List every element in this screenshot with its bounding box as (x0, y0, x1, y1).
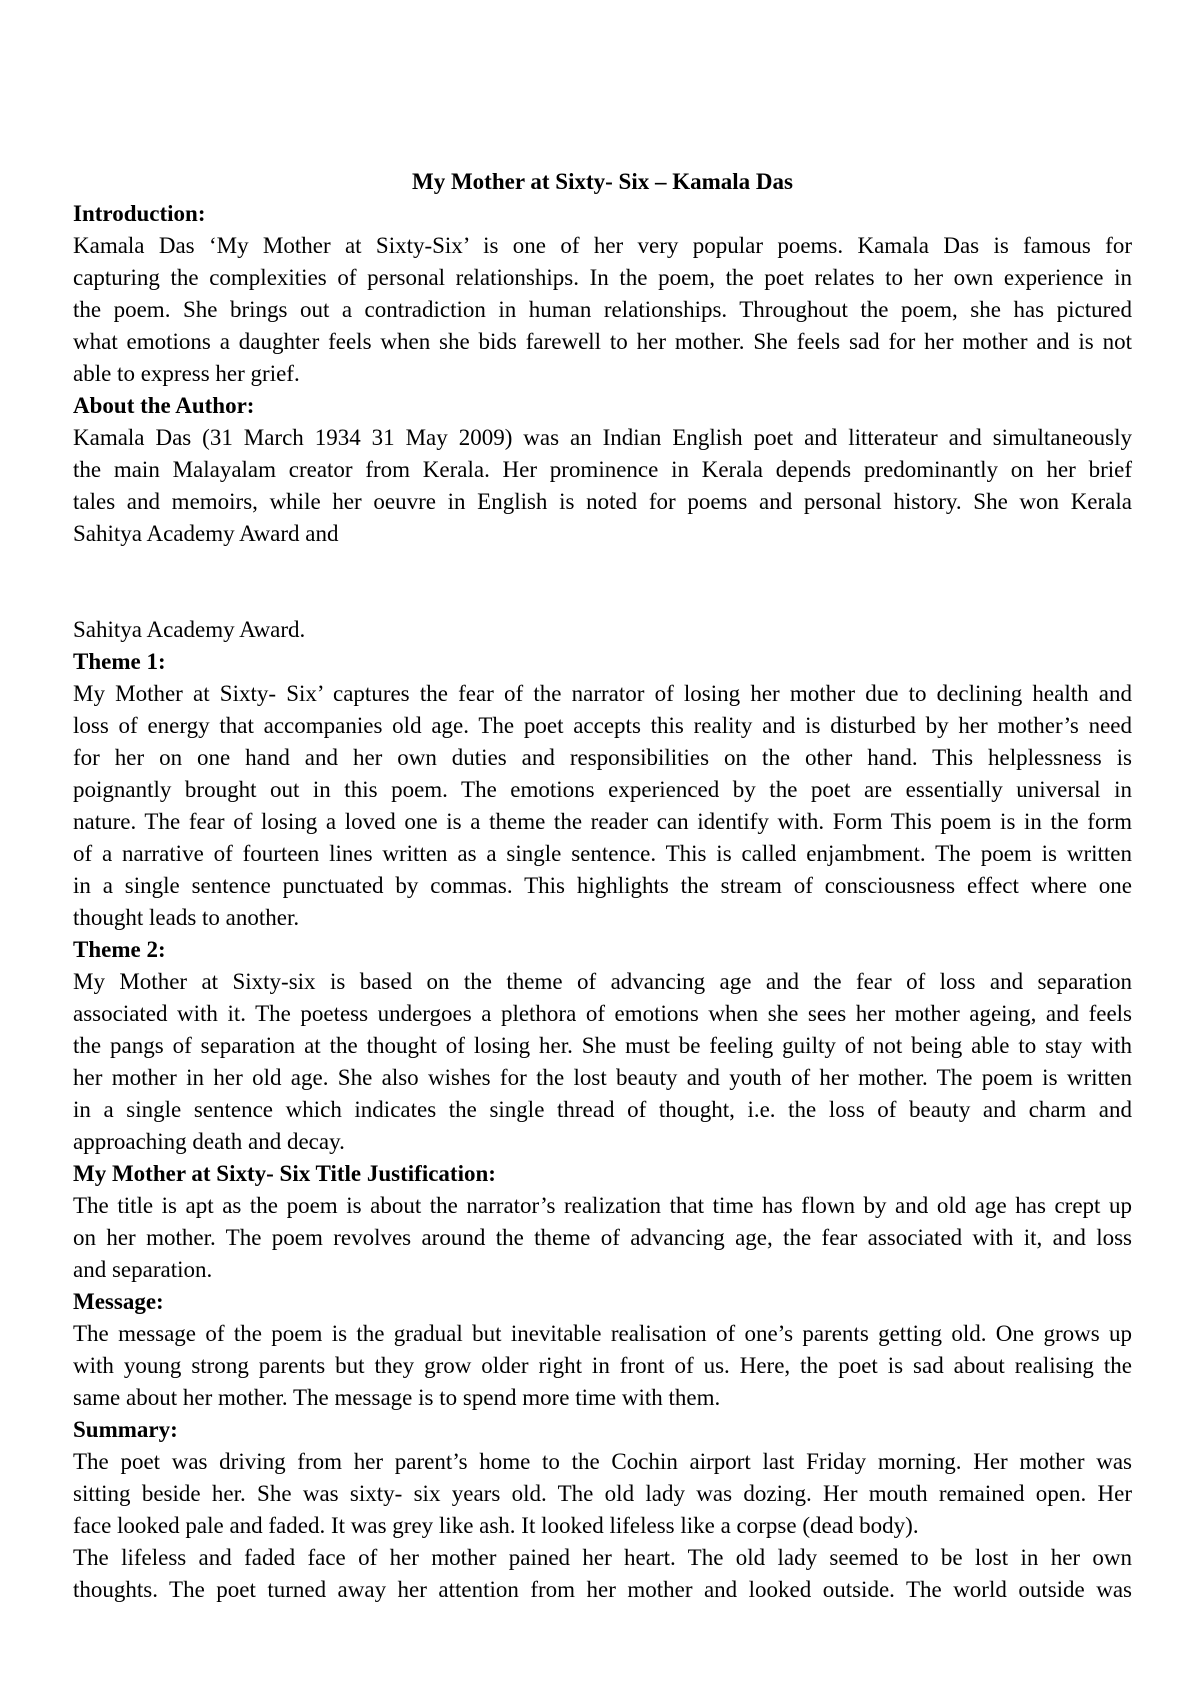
paragraph-line: in a single sentence which indicates the single thread of thought, i.e. the loss of beauty and charm and (73, 1097, 1132, 1122)
paragraph (73, 614, 1132, 646)
paragraph-line: with young strong parents but they grow older right in front of us. Here, the poet is sad about realising the (73, 1353, 1132, 1378)
paragraph-line: loss of energy that accompanies old age. The poet accepts this reality and is disturbed by her mother’s need (73, 713, 1132, 738)
section-theme-2 (73, 934, 1132, 1158)
paragraph-line: able to express her grief. (73, 361, 300, 386)
section-introduction (73, 198, 1132, 390)
paragraph-line: My Mother at Sixty-six is based on the theme of advancing age and the fear of loss and separation (73, 969, 1132, 994)
page-break-gap (73, 550, 1132, 614)
section-message (73, 1286, 1132, 1414)
paragraph (73, 678, 1132, 934)
paragraph-line: on her mother. The poem revolves around the theme of advancing age, the fear associated with it, and loss (73, 1225, 1132, 1250)
paragraph-line: Sahitya Academy Award. (73, 617, 306, 642)
paragraph (73, 1318, 1132, 1414)
section-summary (73, 1414, 1132, 1606)
paragraph-line: capturing the complexities of personal relationships. In the poem, the poet relates to her own experience in (73, 265, 1132, 290)
paragraph-line: tales and memoirs, while her oeuvre in English is noted for poems and personal history. She won Kerala (73, 489, 1132, 514)
section-heading: Theme 1: (73, 649, 166, 674)
paragraph (73, 230, 1132, 390)
section-heading: Theme 2: (73, 937, 166, 962)
paragraph-line: thought leads to another. (73, 905, 300, 930)
paragraph-line: Sahitya Academy Award and (73, 521, 339, 546)
paragraph (73, 1446, 1132, 1542)
section-heading: Summary: (73, 1417, 178, 1442)
paragraph (73, 966, 1132, 1158)
document-title: My Mother at Sixty- Six – Kamala Das (412, 169, 793, 194)
paragraph-line: the pangs of separation at the thought of losing her. She must be feeling guilty of not being able to stay with (73, 1033, 1132, 1058)
paragraph-line: approaching death and decay. (73, 1129, 345, 1154)
paragraph-line: face looked pale and faded. It was grey like ash. It looked lifeless like a corpse (dead body). (73, 1513, 919, 1538)
paragraph-line: associated with it. The poetess undergoes a plethora of emotions when she sees her mother ageing, and feels (73, 1001, 1132, 1026)
paragraph-line: poignantly brought out in this poem. The emotions experienced by the poet are essentially universal in (73, 777, 1132, 802)
paragraph-line: her mother in her old age. She also wishes for the lost beauty and youth of her mother. The poem is written (73, 1065, 1132, 1090)
section-about-the-author (73, 390, 1132, 646)
section-theme-1 (73, 646, 1132, 934)
paragraph-line: in a single sentence punctuated by commas. This highlights the stream of consciousness effect where one (73, 873, 1132, 898)
paragraph (73, 422, 1132, 550)
paragraph-line: same about her mother. The message is to spend more time with them. (73, 1385, 721, 1410)
paragraph-line: the poem. She brings out a contradiction in human relationships. Throughout the poem, she has pictured (73, 297, 1132, 322)
paragraph-line: sitting beside her. She was sixty- six years old. The old lady was dozing. Her mouth remained open. Her (73, 1481, 1132, 1506)
section-heading: About the Author: (73, 393, 255, 418)
paragraph (73, 1542, 1132, 1606)
section-heading: My Mother at Sixty- Six Title Justification: (73, 1161, 496, 1186)
paragraph-line: for her on one hand and her own duties and responsibilities on the other hand. This helplessness is (73, 745, 1132, 770)
paragraph-line: nature. The fear of losing a loved one is a theme the reader can identify with. Form This poem is in the form (73, 809, 1132, 834)
section-title-justification (73, 1158, 1132, 1286)
paragraph-line: the main Malayalam creator from Kerala. Her prominence in Kerala depends predominantly on her brief (73, 457, 1132, 482)
paragraph-line: of a narrative of fourteen lines written as a single sentence. This is called enjambment. The poem is written (73, 841, 1132, 866)
paragraph-line: The lifeless and faded face of her mother pained her heart. The old lady seemed to be lost in her own (73, 1545, 1132, 1570)
paragraph-line: Kamala Das (31 March 1934 31 May 2009) was an Indian English poet and litterateur and simultaneously (73, 425, 1132, 450)
section-heading: Introduction: (73, 201, 206, 226)
paragraph-line: The title is apt as the poem is about the narrator’s realization that time has flown by and old age has crept up (73, 1193, 1132, 1218)
paragraph-line: My Mother at Sixty- Six’ captures the fear of the narrator of losing her mother due to declining health and (73, 681, 1132, 706)
paragraph-line: what emotions a daughter feels when she bids farewell to her mother. She feels sad for her mother and is not (73, 329, 1132, 354)
paragraph-line: The poet was driving from her parent’s home to the Cochin airport last Friday morning. Her mother was (73, 1449, 1132, 1474)
paragraph-line: and separation. (73, 1257, 213, 1282)
paragraph-line: The message of the poem is the gradual but inevitable realisation of one’s parents getting old. One grows up (73, 1321, 1132, 1346)
paragraph-line: Kamala Das ‘My Mother at Sixty-Six’ is one of her very popular poems. Kamala Das is famous for (73, 233, 1132, 258)
paragraph (73, 1190, 1132, 1286)
paragraph-line: thoughts. The poet turned away her attention from her mother and looked outside. The world outside was (73, 1577, 1132, 1602)
section-heading: Message: (73, 1289, 164, 1314)
